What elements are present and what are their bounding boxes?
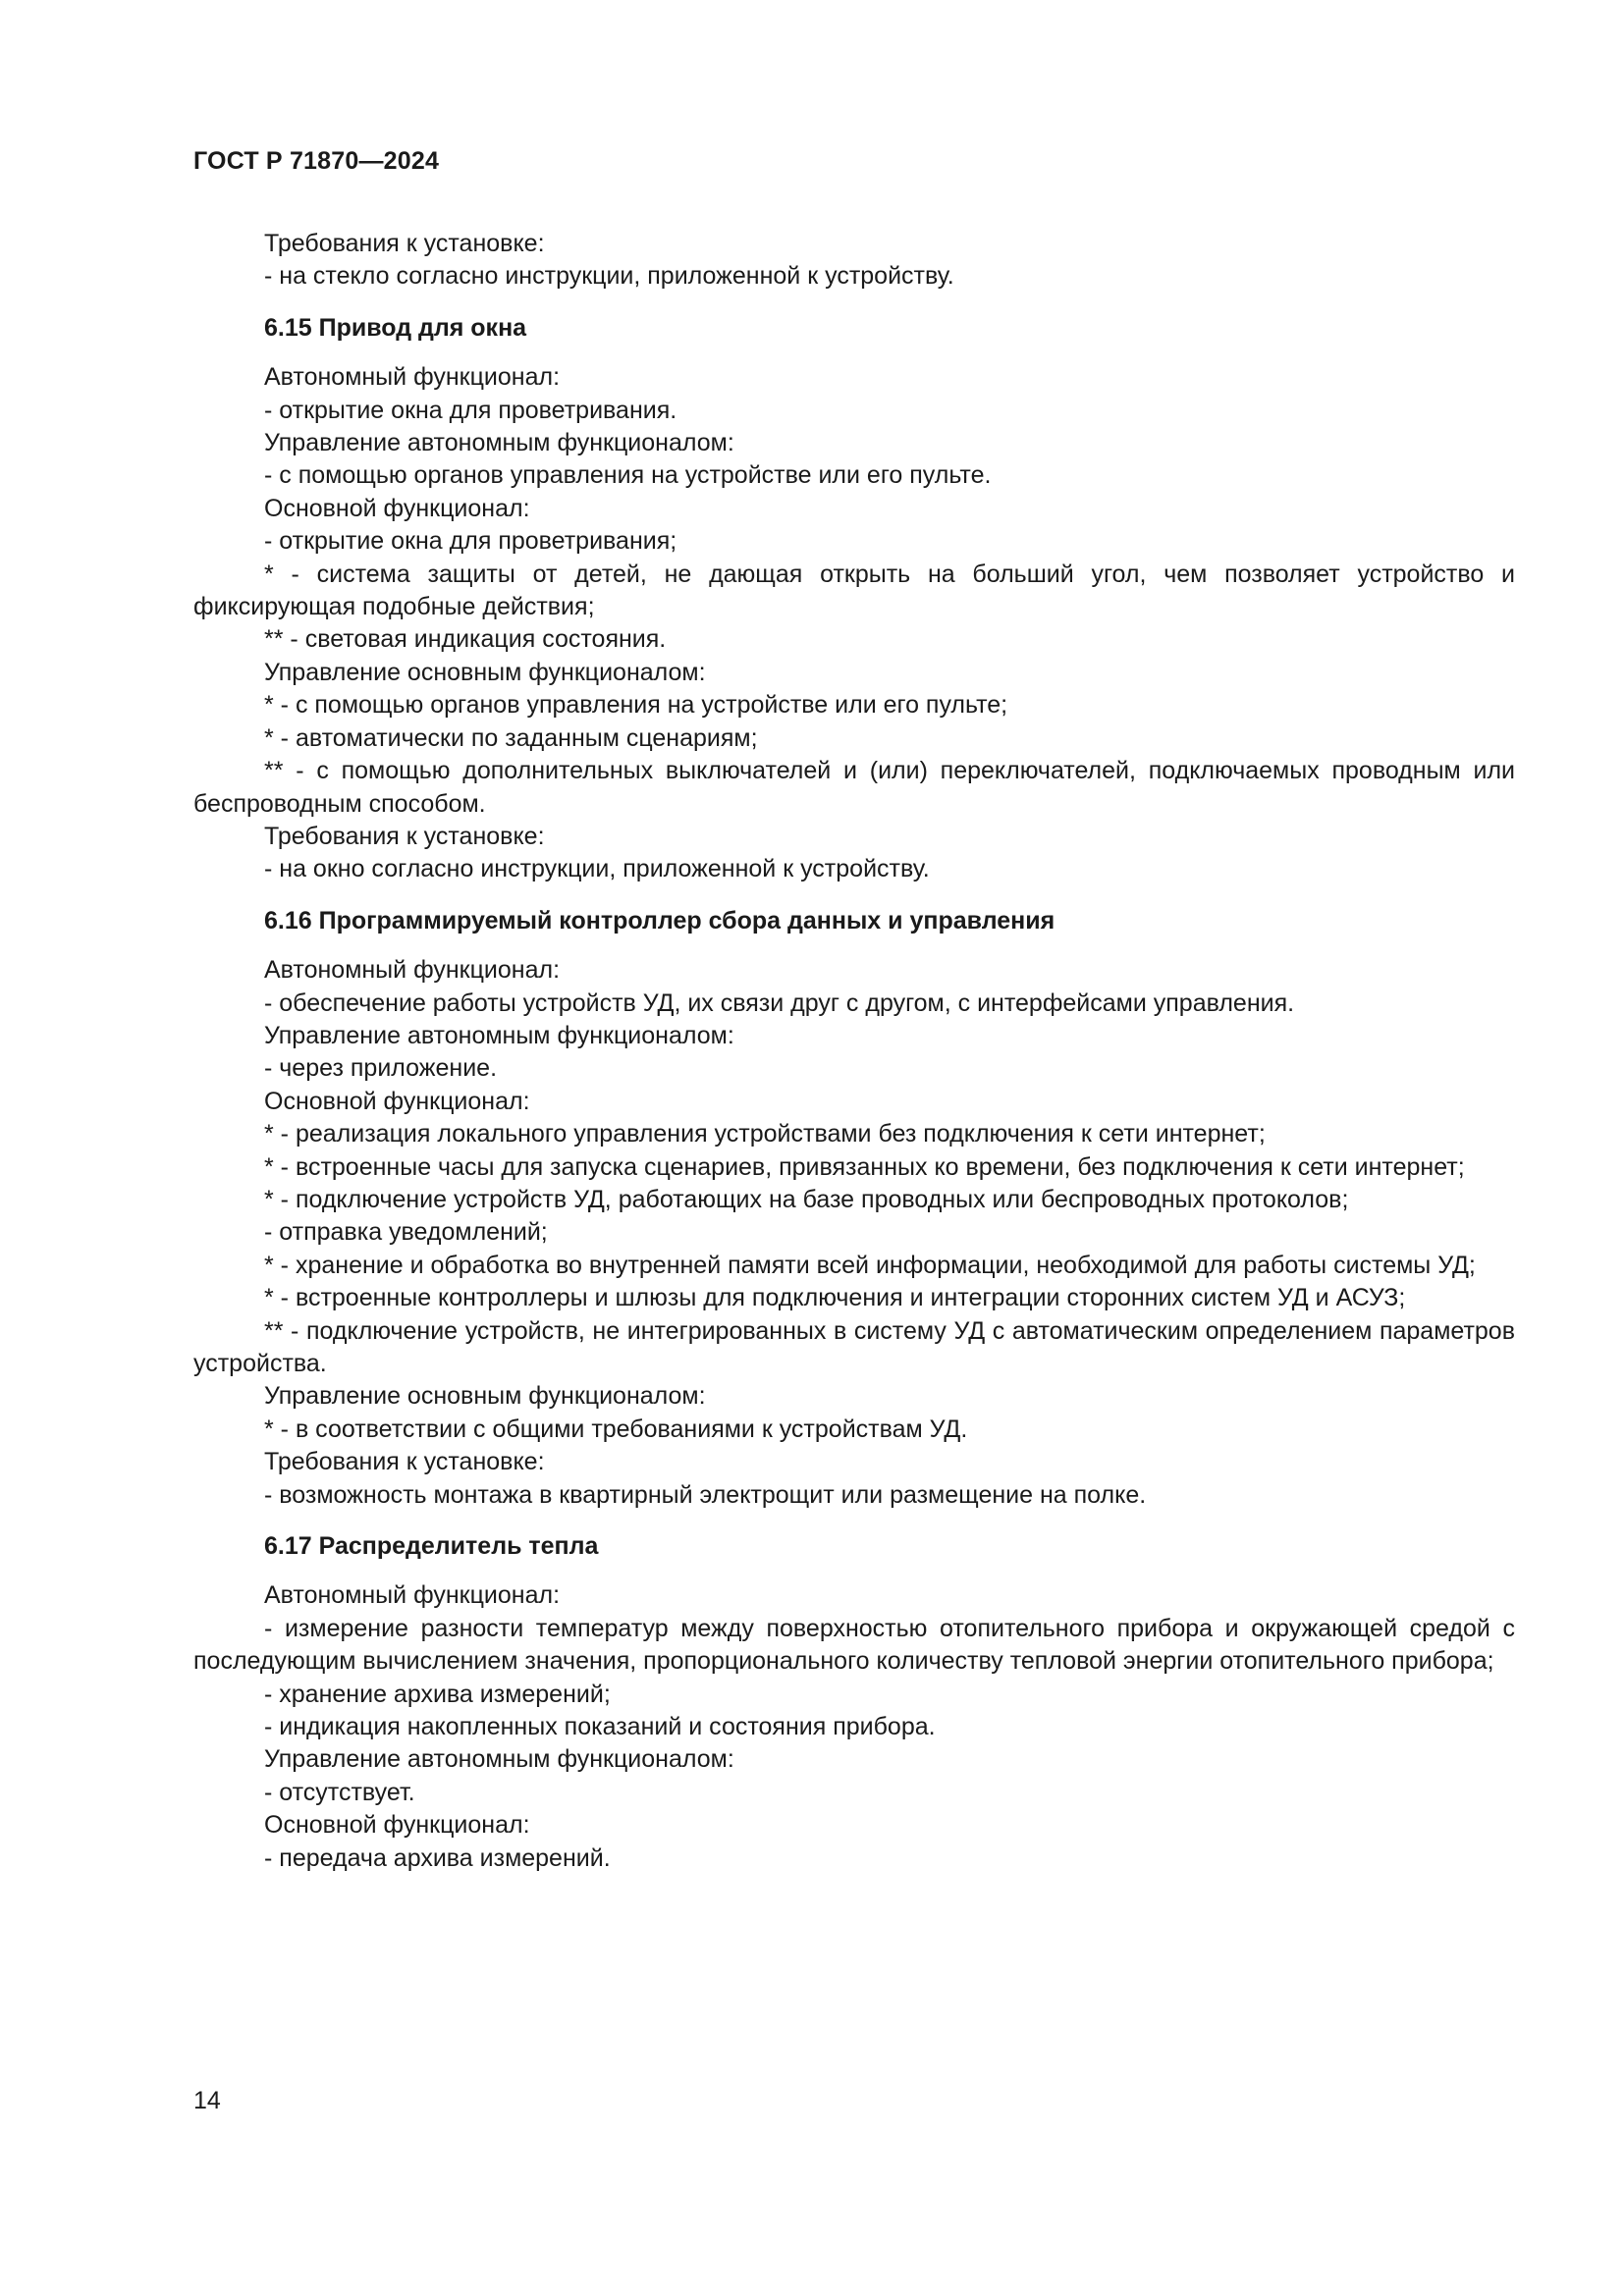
line-text: Управление автономным функционалом: — [264, 1745, 734, 1774]
text-line — [193, 1380, 1515, 1413]
text-line — [193, 1613, 1515, 1679]
intro-line — [193, 228, 1515, 260]
line-text: Требования к установке: — [264, 1448, 545, 1476]
text-line — [193, 1711, 1515, 1743]
line-text: Требования к установке: — [264, 230, 545, 257]
line-text: Автономный функционал: — [264, 956, 561, 985]
line-text: Управление основным функционалом: — [264, 658, 706, 686]
text-line — [193, 722, 1515, 755]
list-marker: - — [264, 1218, 273, 1247]
text-line — [193, 657, 1515, 689]
line-text: отправка уведомлений; — [279, 1218, 548, 1247]
section-heading: 6.17 Распределитель тепла — [264, 1532, 599, 1561]
line-text: Управление автономным функционалом: — [264, 1021, 734, 1049]
line-text: индикация накопленных показаний и состояния прибора. — [279, 1713, 936, 1741]
list-marker: * - — [264, 691, 289, 720]
page-number: 14 — [193, 2087, 221, 2114]
line-text: на стекло согласно инструкции, приложенной к устройству. — [279, 262, 954, 291]
text-line — [193, 988, 1515, 1020]
text-line — [193, 1446, 1515, 1478]
text-line — [193, 559, 1515, 624]
list-marker: * - — [264, 1251, 289, 1279]
text-line — [193, 1842, 1515, 1875]
list-marker: - — [264, 1480, 273, 1509]
list-marker: - — [264, 1843, 273, 1872]
text-line — [193, 1479, 1515, 1512]
text-line — [193, 1315, 1515, 1381]
text-line — [193, 1184, 1515, 1216]
text-line — [193, 1020, 1515, 1052]
list-marker: ** - — [264, 625, 298, 654]
text-line — [193, 755, 1515, 821]
text-line — [193, 1216, 1515, 1249]
line-text: обеспечение работы устройств УД, их связи друг с другом, с интерфейсами управления. — [279, 988, 1295, 1017]
line-text: Управление автономным функционалом: — [264, 429, 734, 457]
line-text: Автономный функционал: — [264, 1581, 561, 1610]
line-text: измерение разности температур между поверхностью отопительного прибора и окружающей средой с последующим вычислением значения, пропорционального количеству тепловой энергии отопительного прибора; — [193, 1614, 1515, 1676]
document-header: ГОСТ Р 71870—2024 — [193, 147, 440, 175]
text-line — [193, 1052, 1515, 1085]
text-line — [193, 1777, 1515, 1809]
text-line — [193, 1743, 1515, 1776]
list-marker: - — [264, 527, 273, 556]
list-marker: * - — [264, 723, 289, 752]
line-text: на окно согласно инструкции, приложенной к устройству. — [279, 855, 930, 883]
line-text: хранение архива измерений; — [279, 1680, 611, 1708]
text-line — [193, 853, 1515, 885]
text-line — [193, 1809, 1515, 1842]
text-line — [193, 395, 1515, 427]
text-line — [193, 689, 1515, 721]
line-text: световая индикация состояния. — [304, 625, 667, 654]
line-text: Основной функционал: — [264, 494, 530, 522]
list-marker: - — [264, 1778, 273, 1806]
line-text: Управление основным функционалом: — [264, 1382, 706, 1411]
line-text: передача архива измерений. — [279, 1843, 611, 1872]
line-text: хранение и обработка во внутренней памяти всей информации, необходимой для работы системы УД; — [295, 1251, 1476, 1279]
text-line — [193, 821, 1515, 853]
text-line — [193, 427, 1515, 459]
line-text: автоматически по заданным сценариям; — [295, 723, 758, 752]
section-heading: 6.16 Программируемый контроллер сбора данных и управления — [264, 906, 1056, 934]
intro-line — [193, 260, 1515, 293]
text-line — [193, 1086, 1515, 1118]
list-marker: * - — [264, 1415, 289, 1443]
list-marker: - — [264, 1614, 273, 1642]
list-marker: - — [264, 988, 273, 1017]
line-text: открытие окна для проветривания; — [279, 527, 677, 556]
list-marker: ** - — [264, 757, 304, 785]
section-heading: 6.15 Привод для окна — [264, 313, 527, 342]
list-marker: * - — [264, 560, 299, 588]
line-text: встроенные часы для запуска сценариев, привязанных ко времени, без подключения к сети интернет; — [295, 1152, 1465, 1181]
line-text: возможность монтажа в квартирный электрощит или размещение на полке. — [279, 1480, 1147, 1509]
list-marker: * - — [264, 1120, 289, 1148]
line-text: реализация локального управления устройствами без подключения к сети интернет; — [295, 1120, 1266, 1148]
line-text: Требования к установке: — [264, 822, 545, 850]
line-text: отсутствует. — [279, 1778, 415, 1806]
text-line — [193, 493, 1515, 525]
line-text: встроенные контроллеры и шлюзы для подключения и интеграции сторонних систем УД и АСУЗ; — [295, 1284, 1406, 1312]
line-text: Основной функционал: — [264, 1811, 530, 1840]
list-marker: * - — [264, 1152, 289, 1181]
line-text: Автономный функционал: — [264, 363, 561, 392]
list-marker: - — [264, 855, 273, 883]
line-text: с помощью органов управления на устройстве или его пульте; — [295, 691, 1008, 720]
line-text: подключение устройств, не интегрированных в систему УД с автоматическим определением параметров устройства. — [193, 1316, 1515, 1377]
list-marker: - — [264, 1054, 273, 1083]
line-text: Основной функционал: — [264, 1087, 530, 1115]
list-marker: * - — [264, 1185, 289, 1213]
list-marker: ** - — [264, 1316, 299, 1345]
line-text: открытие окна для проветривания. — [279, 396, 677, 424]
line-text: в соответствии с общими требованиями к устройствам УД. — [295, 1415, 968, 1443]
line-text: подключение устройств УД, работающих на базе проводных или беспроводных протоколов; — [295, 1185, 1349, 1213]
text-line — [193, 459, 1515, 492]
text-line — [193, 1250, 1515, 1282]
list-marker: - — [264, 396, 273, 424]
list-marker: * - — [264, 1284, 289, 1312]
text-line — [193, 1679, 1515, 1711]
text-line — [193, 1151, 1515, 1184]
document-body — [193, 228, 1515, 1875]
text-line — [193, 361, 1515, 394]
list-marker: - — [264, 1713, 273, 1741]
text-line — [193, 954, 1515, 987]
text-line — [193, 525, 1515, 558]
text-line — [193, 1579, 1515, 1612]
text-line — [193, 1282, 1515, 1314]
line-text: система защиты от детей, не дающая открыть на больший угол, чем позволяет устройство и фиксирующая подобные действия; — [193, 560, 1516, 621]
text-line — [193, 623, 1515, 656]
list-marker: - — [264, 262, 273, 291]
line-text: с помощью органов управления на устройстве или его пульте. — [279, 461, 992, 490]
list-marker: - — [264, 1680, 273, 1708]
line-text: через приложение. — [279, 1054, 498, 1083]
list-marker: - — [264, 461, 273, 490]
text-line — [193, 1118, 1515, 1150]
line-text: с помощью дополнительных выключателей и (или) переключателей, подключаемых проводным или беспроводным способом. — [193, 757, 1516, 818]
text-line — [193, 1414, 1515, 1446]
